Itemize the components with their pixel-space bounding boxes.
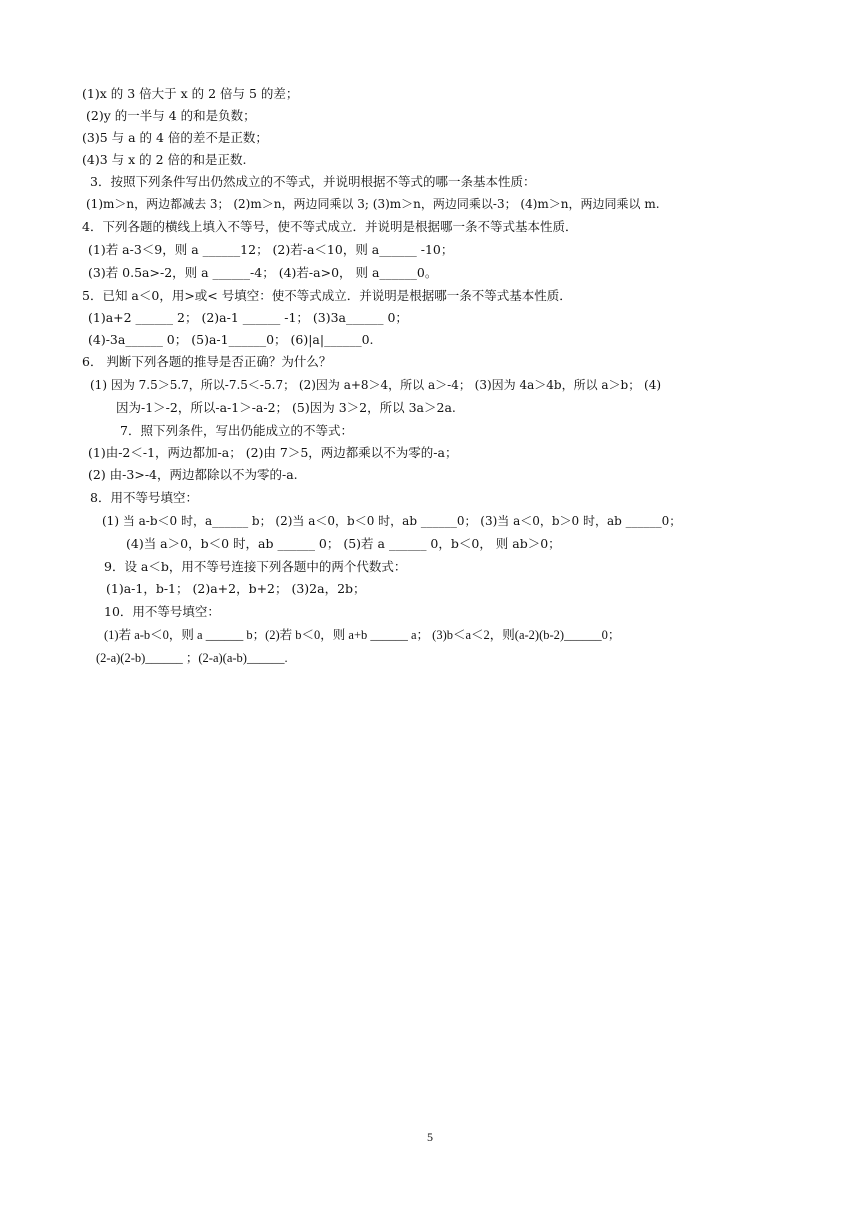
line-q3-items: (1)m＞n，两边都减去 3； (2)m＞n，两边同乘以 3; (3)m＞n，两边同乘以-3； (4)m＞n，两边同乘以 m. xyxy=(86,197,660,211)
line-q5-heading: 5．已知 a＜0，用>或< 号填空：使不等式成立．并说明是根据哪一条不等式基本性质． xyxy=(82,288,572,303)
page-number: 5 xyxy=(427,1130,433,1144)
line-q2-4: (4)3 与 x 的 2 倍的和是正数. xyxy=(82,152,247,167)
line-q8-row1: (1) 当 a-b＜0 时，a______ b； (2)当 a＜0，b＜0 时，ab ______0； (3)当 a＜0，b＞0 时，ab ______0； xyxy=(102,514,682,528)
line-q9-row1: (1)a-1，b-1； (2)a+2，b+2； (3)2a，2b； xyxy=(106,581,366,596)
line-q4-row1: (1)若 a-3＜9，则 a ______12； (2)若-a＜10，则 a______ -10； xyxy=(88,242,454,257)
line-q8-row2: (4)当 a＞0，b＜0 时，ab ______ 0； (5)若 a ______ 0，b＜0， 则 ab＞0； xyxy=(126,536,561,551)
line-q7-heading: 7．照下列条件，写出仍能成立的不等式： xyxy=(120,423,353,438)
line-q6-row1: (1) 因为 7.5＞5.7，所以-7.5＜-5.7； (2)因为 a+8＞4，所以 a＞-4； (3)因为 4a＞4b，所以 a＞b； (4) xyxy=(90,378,662,392)
line-q5-row1: (1)a+2 ______ 2； (2)a-1 ______ -1； (3)3a______ 0； xyxy=(88,310,408,325)
line-q9-heading: 9．设 a＜b，用不等号连接下列各题中的两个代数式： xyxy=(104,559,407,574)
line-q10-row1: (1)若 a-b＜0，则 a ______ b；(2)若 b＜0，则 a+b ______ a； (3)b＜a＜2，则(a-2)(b-2)______0； xyxy=(104,628,621,642)
line-q10-heading: 10．用不等号填空： xyxy=(104,604,220,619)
line-q2-2: (2)y 的一半与 4 的和是负数； xyxy=(86,108,256,123)
line-q7-row1: (1)由-2＜-1，两边都加-a； (2)由 7＞5，两边都乘以不为零的-a； xyxy=(88,445,458,460)
line-q4-heading: 4．下列各题的横线上填入不等号，使不等式成立．并说明是根据哪一条不等式基本性质． xyxy=(82,219,578,234)
line-q7-row2: (2) 由-3>-4，两边都除以不为零的-a. xyxy=(88,467,298,482)
line-q5-row2: (4)-3a______ 0； (5)a-1______0； (6)|a|______0. xyxy=(88,332,374,347)
line-q10-row2: (2-a)(2-b)______ ；(2-a)(a-b)______. xyxy=(96,651,288,665)
line-q8-heading: 8．用不等号填空： xyxy=(90,490,198,505)
line-q6-row2: 因为-1＞-2，所以-a-1＞-a-2； (5)因为 3＞2，所以 3a＞2a. xyxy=(116,400,456,415)
line-q3-heading: 3．按照下列条件写出仍然成立的不等式，并说明根据不等式的哪一条基本性质： xyxy=(90,174,536,189)
line-q4-row2: (3)若 0.5a>-2，则 a ______-4； (4)若-a>0， 则 a______0。 xyxy=(88,265,438,280)
line-q2-1: (1)x 的 3 倍大于 x 的 2 倍与 5 的差； xyxy=(82,86,299,101)
line-q6-heading: 6． 判断下列各题的推导是否正确？为什么？ xyxy=(82,354,332,369)
line-q2-3: (3)5 与 a 的 4 倍的差不是正数； xyxy=(82,130,268,145)
